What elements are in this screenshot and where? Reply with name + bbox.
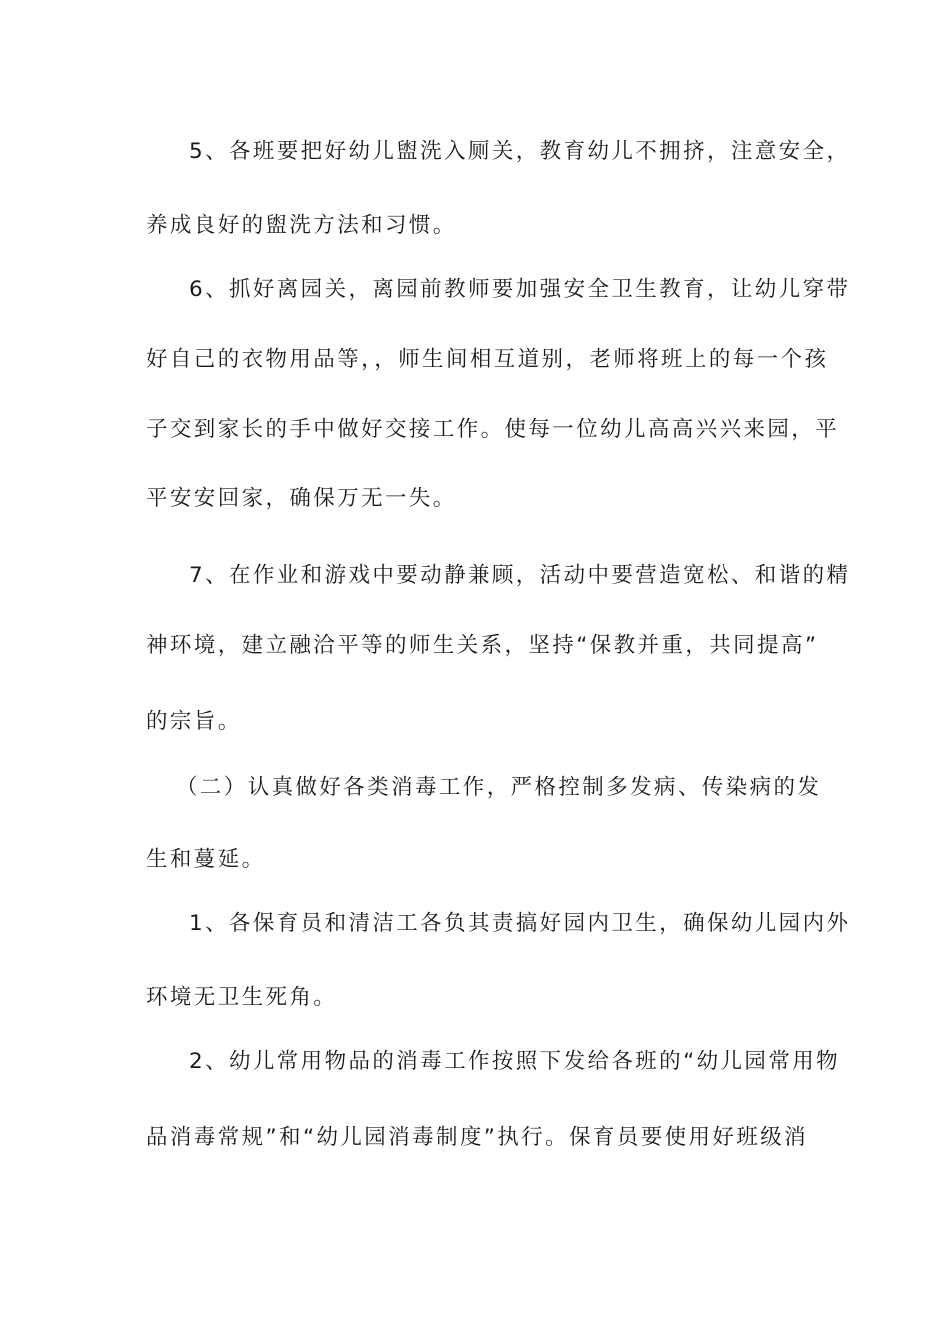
item-1-line-2: 环境无卫生死角。 xyxy=(146,985,338,1010)
paragraph-5-line-2: 养成良好的盥洗方法和习惯。 xyxy=(146,213,457,238)
paragraph-6-line-1: 6、抓好离园关，离园前教师要加强安全卫生教育，让幼儿穿带 xyxy=(189,277,851,302)
paragraph-7-line-1: 7、在作业和游戏中要动静兼顾，活动中要营造宽松、和谐的精 xyxy=(189,563,851,588)
paragraph-6-line-2: 好自己的衣物用品等，，师生间相互道别，老师将班上的每一个孩 xyxy=(146,347,829,372)
item-1-line-1: 1、各保育员和清洁工各负其责搞好园内卫生，确保幼儿园内外 xyxy=(189,911,851,936)
paragraph-6-line-3: 子交到家长的手中做好交接工作。使每一位幼儿高高兴兴来园，平 xyxy=(146,417,840,442)
paragraph-6-line-4: 平安安回家，确保万无一失。 xyxy=(146,486,457,511)
item-2-line-1: 2、幼儿常用物品的消毒工作按照下发给各班的“幼儿园常用物 xyxy=(189,1049,841,1074)
section-2-heading-line-2: 生和蔓延。 xyxy=(146,847,266,872)
paragraph-7-line-2: 神环境，建立融洽平等的师生关系，坚持“保教并重，共同提高” xyxy=(146,633,819,658)
section-2-heading-line-1: （二）认真做好各类消毒工作，严格控制多发病、传染病的发 xyxy=(176,775,822,800)
paragraph-5-line-1: 5、各班要把好幼儿盥洗入厕关，教育幼儿不拥挤，注意安全， xyxy=(189,139,851,164)
item-2-line-2: 品消毒常规”和“幼儿园消毒制度”执行。保育员要使用好班级消 xyxy=(146,1125,809,1150)
paragraph-7-line-3: 的宗旨。 xyxy=(146,709,242,734)
